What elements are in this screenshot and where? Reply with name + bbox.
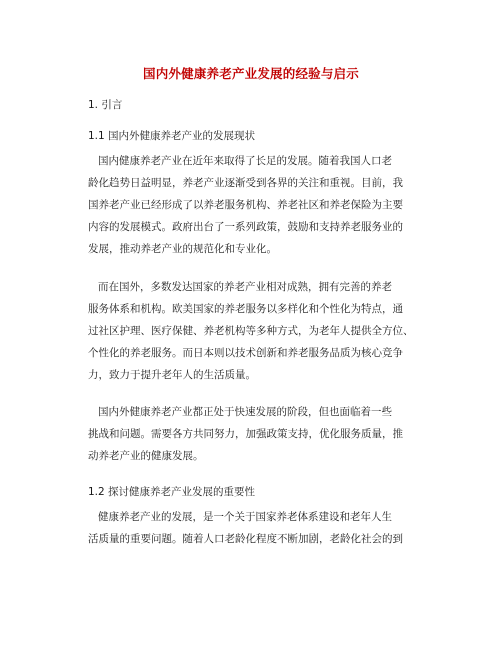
paragraph-line: 力，致力于提升老年人的生活质量。 bbox=[88, 369, 256, 381]
section-heading-introduction: 1. 引言 bbox=[88, 99, 123, 111]
paragraph-line: 服务体系和机构。欧美国家的养老服务以多样化和个性化为特点，通 bbox=[88, 303, 403, 315]
paragraph-line: 活质量的重要问题。随着人口老龄化程度不断加剧，老龄化社会的到 bbox=[88, 533, 403, 545]
paragraph-foreign bbox=[88, 276, 468, 386]
paragraph-line: 健康养老产业的发展，是一个关于国家养老体系建设和老年人生 bbox=[98, 511, 392, 523]
paragraph-line: 国内健康养老产业在近年来取得了长足的发展。随着我国人口老 bbox=[98, 155, 392, 167]
paragraph-domestic bbox=[88, 150, 468, 260]
paragraph-line: 而在国外，多数发达国家的养老产业相对成熟，拥有完善的养老 bbox=[98, 281, 392, 293]
document-title: 国内外健康养老产业发展的经验与启示 bbox=[143, 66, 359, 81]
paragraph-line: 龄化趋势日益明显，养老产业逐渐受到各界的关注和重视。目前，我 bbox=[88, 177, 403, 189]
paragraph-challenges bbox=[88, 401, 468, 467]
paragraph-line: 挑战和问题。需要各方共同努力，加强政策支持，优化服务质量，推 bbox=[88, 428, 403, 440]
section-heading-importance: 1.2 探讨健康养老产业发展的重要性 bbox=[88, 486, 256, 498]
paragraph-line: 国内外健康养老产业都正处于快速发展的阶段，但也面临着一些 bbox=[98, 406, 392, 418]
paragraph-line: 动养老产业的健康发展。 bbox=[88, 450, 204, 462]
section-heading-current-status: 1.1 国内外健康养老产业的发展现状 bbox=[88, 130, 256, 142]
paragraph-line: 内容的发展模式。政府出台了一系列政策，鼓励和支持养老服务业的 bbox=[88, 221, 403, 233]
paragraph-line: 个性化的养老服务。而日本则以技术创新和养老服务品质为核心竞争 bbox=[88, 347, 403, 359]
paragraph-line: 发展，推动养老产业的规范化和专业化。 bbox=[88, 243, 277, 255]
paragraph-importance bbox=[88, 506, 468, 550]
paragraph-line: 过社区护理、医疗保健、养老机构等多种方式，为老年人提供全方位、 bbox=[88, 325, 414, 337]
paragraph-line: 国养老产业已经形成了以养老服务机构、养老社区和养老保险为主要 bbox=[88, 199, 403, 211]
